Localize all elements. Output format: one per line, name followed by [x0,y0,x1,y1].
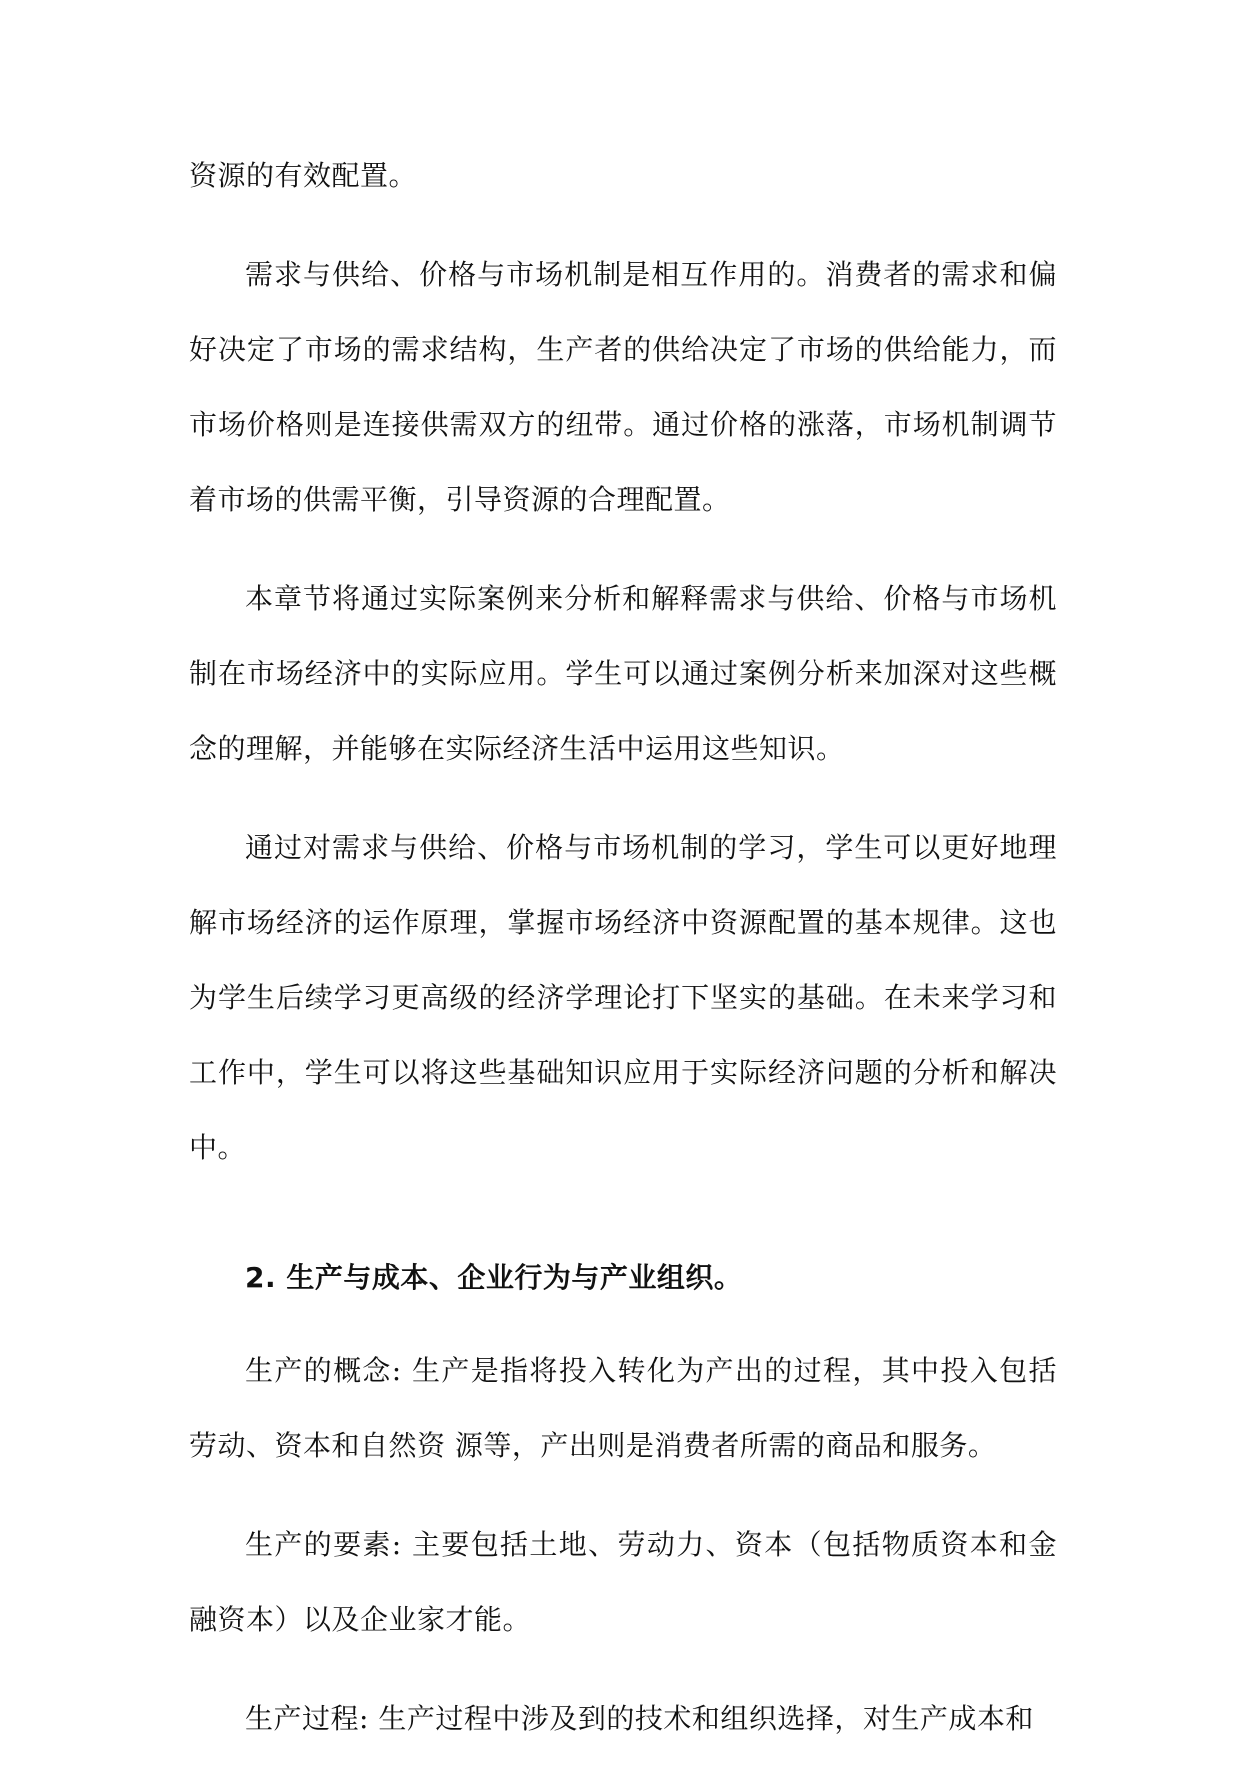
paragraph-learning-summary: 通过对需求与供给、价格与市场机制的学习，学生可以更好地理解市场经济的运作原理，掌握市场经济中资源配置的基本规律。这也为学生后续学习更高级的经济学理论打下坚实的基础。在未来学习和工作中，学生可以将这些基础知识应用于实际经济问题的分析和解决中。 [189,831,1057,1164]
paragraph-supply-demand-interaction: 需求与供给、价格与市场机制是相互作用的。消费者的需求和偏好决定了市场的需求结构，生产者的供给决定了市场的供给能力，而市场价格则是连接供需双方的纽带。通过价格的涨落，市场机制调节着市场的供需平衡，引导资源的合理配置。 [189,258,1057,516]
document-page [189,138,1057,1780]
paragraph-production-factors: 生产的要素: 主要包括土地、劳动力、资本（包括物质资本和金融资本）以及企业家才能。 [189,1528,1057,1636]
section-heading: 2. 生产与成本、企业行为与产业组织。 [245,1261,743,1294]
paragraph-case-analysis: 本章节将通过实际案例来分析和解释需求与供给、价格与市场机制在市场经济中的实际应用。学生可以通过案例分析来加深对这些概念的理解，并能够在实际经济生活中运用这些知识。 [189,582,1057,765]
paragraph-production-process: 生产过程: 生产过程中涉及到的技术和组织选择，对生产成本和 [245,1702,1034,1735]
paragraph-continuation: 资源的有效配置。 [189,159,418,192]
paragraph-production-concept: 生产的概念: 生产是指将投入转化为产出的过程，其中投入包括劳动、资本和自然资 源等，产出则是消费者所需的商品和服务。 [189,1354,1057,1462]
